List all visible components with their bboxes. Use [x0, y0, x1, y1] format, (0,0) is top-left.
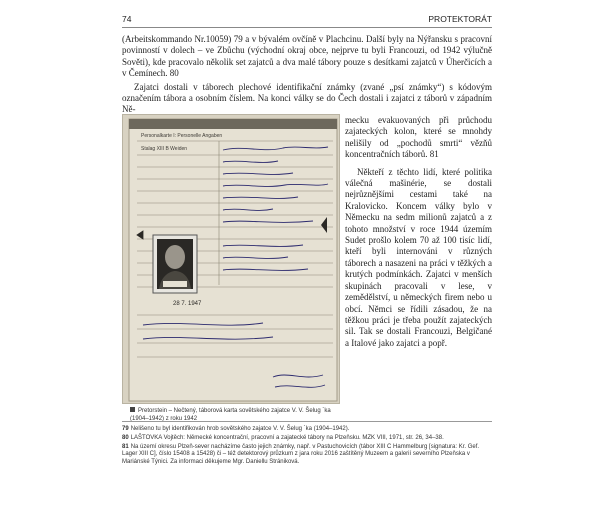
page-header [122, 12, 492, 26]
side-paragraph-1: mecku evakuovaných při průchodu zajateckých kolon, které se mnohdy nelišily od „pochodů smrti“ vězňů koncentračních táborů. 81 [345, 115, 492, 160]
section-title: PROTEKTORÁT [428, 14, 492, 24]
footnote-79 [122, 426, 492, 434]
footnotes [122, 426, 492, 468]
footnote-number: 81 [122, 443, 129, 450]
side-paragraph-2: Někteří z těchto lidí, které politika válečná mašinérie, se dostali nejrůznějšími cestami také na Kralovicko. Koncem války bylo v Německu na sedm milionů zajatců a z tohoto množství v roce 1944 územím Sudet prošlo kolem 70 až 100 tisíc lidí, kteří byli internováni v různých táborech a nasazeni na práci v těžkých a krutých podmínkách. Zajatci v menších skupinách pracovali v lese, v zemědělství, u německých firem nebo u obcí. Němci se řídili zásadou, že na těžkou práci je třeba použít zajateckých sil. Tak se dostali Francouzi, Belgičané a Italové jako zajatci a popř. [345, 166, 492, 348]
card-camp: Stalag XIII B Weiden [141, 146, 188, 152]
footnote-number: 80 [122, 434, 129, 441]
page-number: 74 [122, 14, 132, 24]
header-rule [122, 27, 492, 28]
caption-square-icon [130, 407, 135, 412]
footnote-rule [122, 421, 492, 422]
card-illustration [123, 115, 340, 404]
footnote-text: LAŠTOVKA Vojtěch: Německé koncentrační, pracovní a zajatecké tábory na Plzeňsku. MZK VIII, 1971, str. 26, 34–38. [130, 434, 444, 441]
footnote-text: Na území okresu Plzeň-sever nacházíme často jejich známky, např. v Pastuchovicích (tábor XIII C Hammelburg [signatura: Kr. Gef. Lager XIII C], číslo 15408 a 15428) či – též detektorový průzkum z jara roku 2016 zaštítěný Muzeem a galerií severního Plzeňska v Mariánské Týnici. Za informaci děkujeme Mgr. Daniellu Strániková. [122, 443, 480, 466]
paragraph-1: (Arbeitskommando Nr.10059) 79 a v bývalém ovčíně v Plachcinu. Další byly na Nýřansku s pracovní povinností v dolech – ve Zbůchu (východní okraj obce, nejprve tu byli Francouzi, od 1942 výlučně Sověti), kde pracovalo několik set zajatců a dva malé tábory pouze s desítkami zajatců v Úherčicích a v Čemínech. 80 [122, 34, 492, 79]
paragraph-2: Zajatci dostali v táborech plechové identifikační známky (zvané „psí známky“) s kódovým označením tábora a osobním číslem. Na konci války se do Čech dostali i zajatci z táborů v západním Ně- [122, 81, 492, 115]
side-column [345, 115, 492, 349]
footnote-number: 79 [122, 426, 129, 432]
card-heading: Personalkarte I: Personelle Angaben [141, 133, 223, 139]
footnote-81 [122, 444, 492, 467]
footnote-80 [122, 435, 492, 443]
body-text [122, 34, 492, 118]
prisoner-card-photo [122, 114, 340, 404]
footnote-text: Nelišeno tu byl identifikován hrob sovětského zajatce V. V. Šelug ´ka (1904–1942). [130, 426, 350, 432]
card-stamp-date: 28 7. 1947 [173, 301, 202, 307]
caption-date: z roku 1942 [165, 415, 198, 422]
caption-text: Pretorstein – Nečtený, táborová karta sovětského zajatce V. V. Šelug ´ka (1904–1942) [130, 408, 331, 422]
